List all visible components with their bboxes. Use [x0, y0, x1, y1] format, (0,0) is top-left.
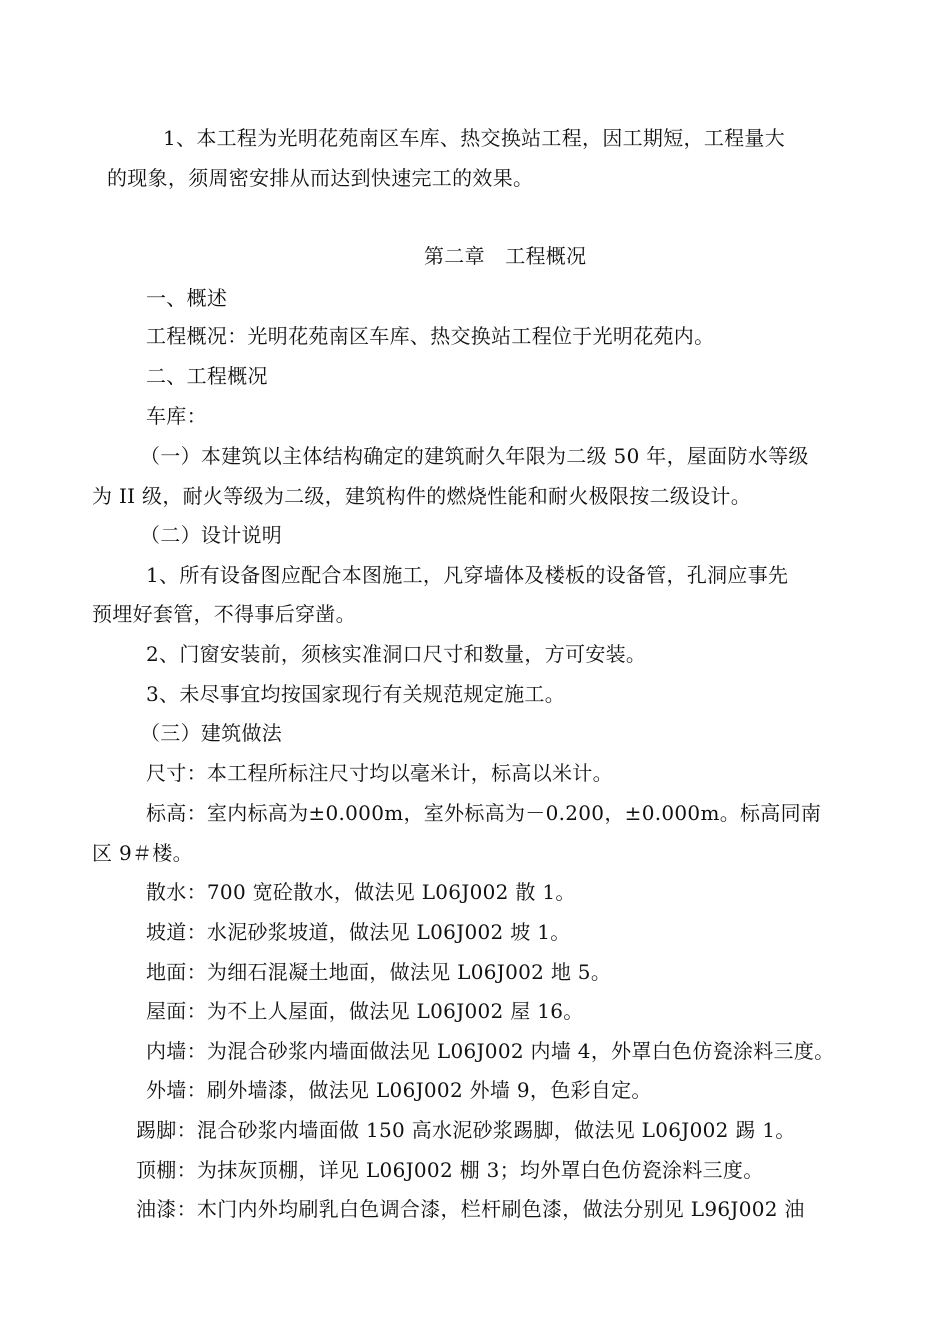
floor-text: 地面：为细石混凝土地面，做法见 L06J002 地 5。 [146, 960, 612, 984]
intro-line-2: 的现象，须周密安排从而达到快速完工的效果。 [107, 166, 534, 190]
design-note-2: 2、门窗安装前，须核实准洞口尺寸和数量，方可安装。 [146, 642, 647, 666]
skirting-text: 踢脚：混合砂浆内墙面做 150 高水泥砂浆踢脚，做法见 L06J002 踢 1。 [136, 1118, 796, 1142]
item2-heading: （二）设计说明 [140, 523, 283, 547]
overview-text: 工程概况：光明花苑南区车库、热交换站工程位于光明花苑内。 [146, 324, 715, 348]
intro-line-1: 1、本工程为光明花苑南区车库、热交换站工程，因工期短，工程量大 [163, 126, 786, 150]
paint-text: 油漆：木门内外均刷乳白色调合漆，栏杆刷色漆，做法分别见 L96J002 油 [136, 1197, 805, 1221]
item1-line-2: 为 II 级，耐火等级为二级，建筑构件的燃烧性能和耐火极限按二级设计。 [92, 484, 752, 508]
elevation-line-1: 标高：室内标高为±0.000m，室外标高为－0.200，±0.000m。标高同南 [146, 801, 822, 825]
dimensions-text: 尺寸：本工程所标注尺寸均以毫米计，标高以米计。 [146, 761, 613, 785]
chapter-title: 第二章 工程概况 [424, 244, 587, 268]
design-note-1-line-2: 预埋好套管，不得事后穿凿。 [92, 602, 356, 626]
section-heading-project: 二、工程概况 [146, 364, 268, 388]
roof-text: 屋面：为不上人屋面，做法见 L06J002 屋 16。 [146, 999, 584, 1023]
design-note-1-line-1: 1、所有设备图应配合本图施工，凡穿墙体及楼板的设备管，孔洞应事先 [146, 563, 789, 587]
item1-line-1: （一）本建筑以主体结构确定的建筑耐久年限为二级 50 年，屋面防水等级 [140, 444, 809, 468]
apron-text: 散水：700 宽砼散水，做法见 L06J002 散 1。 [146, 880, 576, 904]
garage-label: 车库： [146, 404, 207, 428]
section-heading-overview: 一、概述 [146, 286, 228, 310]
ramp-text: 坡道：水泥砂浆坡道，做法见 L06J002 坡 1。 [146, 920, 571, 944]
inner-wall-text: 内墙：为混合砂浆内墙面做法见 L06J002 内墙 4，外罩白色仿瓷涂料三度。 [146, 1039, 835, 1063]
design-note-3: 3、未尽事宜均按国家现行有关规范规定施工。 [146, 682, 566, 706]
item3-heading: （三）建筑做法 [140, 721, 283, 745]
elevation-line-2: 区 9＃楼。 [92, 841, 193, 865]
outer-wall-text: 外墙：刷外墙漆，做法见 L06J002 外墙 9，色彩自定。 [146, 1078, 652, 1102]
ceiling-text: 顶棚：为抹灰顶棚，详见 L06J002 棚 3；均外罩白色仿瓷涂料三度。 [136, 1158, 764, 1182]
